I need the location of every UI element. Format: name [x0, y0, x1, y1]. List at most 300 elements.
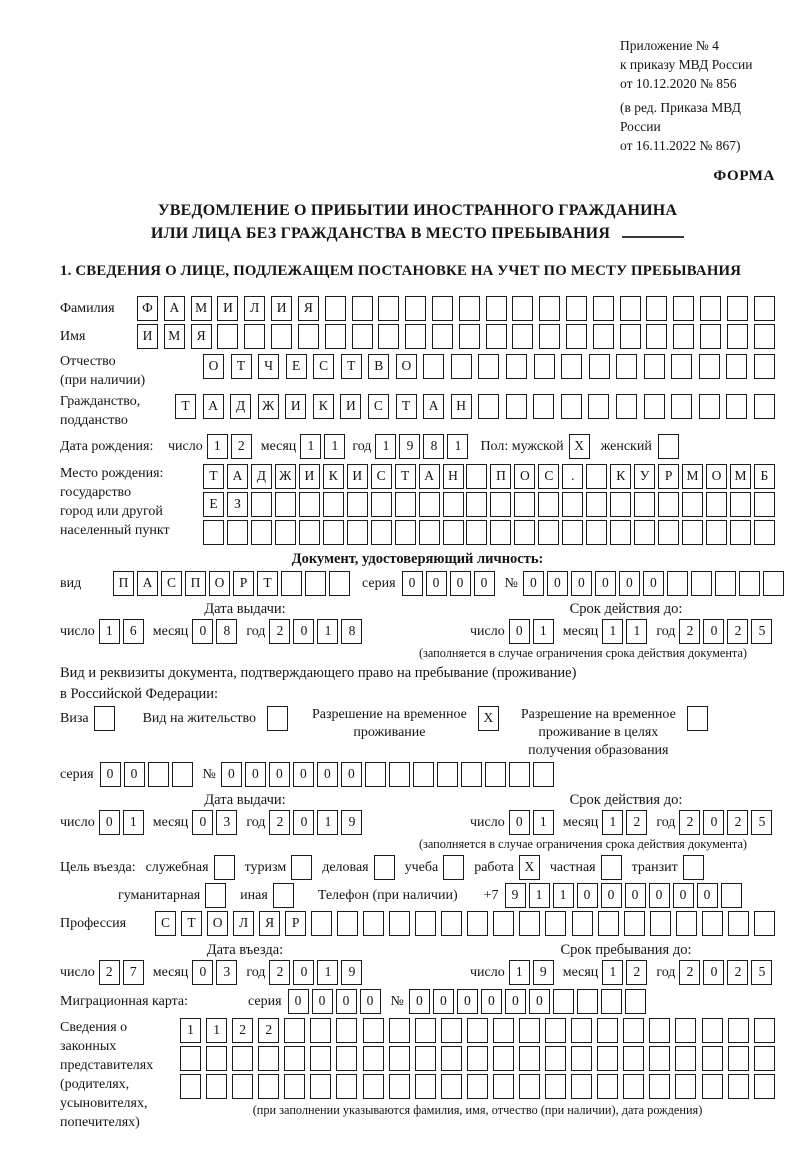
char-box[interactable]: [593, 324, 614, 349]
char-box[interactable]: [658, 520, 679, 545]
char-box[interactable]: [232, 1074, 253, 1099]
char-box[interactable]: Ф: [137, 296, 158, 321]
char-box[interactable]: [588, 394, 609, 419]
char-box[interactable]: [726, 354, 747, 379]
char-box[interactable]: 0: [433, 989, 454, 1014]
char-box[interactable]: 0: [509, 810, 530, 835]
char-box[interactable]: Н: [451, 394, 472, 419]
char-box[interactable]: [336, 1018, 357, 1043]
char-box[interactable]: [572, 911, 593, 936]
char-box[interactable]: [721, 883, 742, 908]
char-box[interactable]: И: [299, 464, 320, 489]
char-box[interactable]: И: [347, 464, 368, 489]
char-box[interactable]: Е: [203, 492, 224, 517]
char-box[interactable]: 1: [99, 619, 120, 644]
char-box[interactable]: [459, 324, 480, 349]
char-box[interactable]: Т: [257, 571, 278, 596]
char-box[interactable]: [284, 1018, 305, 1043]
char-box[interactable]: [545, 911, 566, 936]
char-box[interactable]: [251, 520, 272, 545]
char-box[interactable]: [172, 762, 193, 787]
char-box[interactable]: [347, 520, 368, 545]
sex-female-checkbox[interactable]: [658, 434, 679, 459]
char-box[interactable]: 0: [293, 960, 314, 985]
char-box[interactable]: [754, 324, 775, 349]
char-box[interactable]: [311, 911, 332, 936]
char-box[interactable]: [623, 1018, 644, 1043]
char-box[interactable]: [706, 492, 727, 517]
purpose-other-checkbox[interactable]: [273, 883, 294, 908]
char-box[interactable]: 0: [505, 989, 526, 1014]
char-box[interactable]: [325, 296, 346, 321]
char-box[interactable]: [395, 492, 416, 517]
char-box[interactable]: [671, 354, 692, 379]
char-box[interactable]: [490, 492, 511, 517]
char-box[interactable]: [566, 296, 587, 321]
char-box[interactable]: Ч: [258, 354, 279, 379]
char-box[interactable]: [467, 1046, 488, 1071]
char-box[interactable]: [413, 762, 434, 787]
char-box[interactable]: [754, 492, 775, 517]
char-box[interactable]: [486, 324, 507, 349]
char-box[interactable]: [415, 911, 436, 936]
char-box[interactable]: [493, 1018, 514, 1043]
char-box[interactable]: [673, 296, 694, 321]
rvp-checkbox[interactable]: X: [478, 706, 499, 731]
char-box[interactable]: [461, 762, 482, 787]
sex-male-checkbox[interactable]: X: [569, 434, 590, 459]
char-box[interactable]: [148, 762, 169, 787]
char-box[interactable]: А: [227, 464, 248, 489]
char-box[interactable]: [443, 492, 464, 517]
char-box[interactable]: [310, 1046, 331, 1071]
char-box[interactable]: [675, 1046, 696, 1071]
char-box[interactable]: И: [271, 296, 292, 321]
char-box[interactable]: [754, 911, 775, 936]
char-box[interactable]: [682, 520, 703, 545]
char-box[interactable]: [244, 324, 265, 349]
char-box[interactable]: 0: [625, 883, 646, 908]
char-box[interactable]: 1: [317, 619, 338, 644]
char-box[interactable]: [389, 1018, 410, 1043]
char-box[interactable]: [365, 762, 386, 787]
char-box[interactable]: В: [368, 354, 389, 379]
char-box[interactable]: [415, 1046, 436, 1071]
char-box[interactable]: [676, 911, 697, 936]
char-box[interactable]: Я: [191, 324, 212, 349]
char-box[interactable]: А: [203, 394, 224, 419]
char-box[interactable]: 5: [751, 810, 772, 835]
char-box[interactable]: 0: [312, 989, 333, 1014]
char-box[interactable]: [352, 296, 373, 321]
char-box[interactable]: 1: [626, 619, 647, 644]
char-box[interactable]: [706, 520, 727, 545]
char-box[interactable]: 2: [679, 960, 700, 985]
char-box[interactable]: [305, 571, 326, 596]
char-box[interactable]: [545, 1074, 566, 1099]
char-box[interactable]: Я: [259, 911, 280, 936]
char-box[interactable]: 0: [341, 762, 362, 787]
char-box[interactable]: 0: [192, 619, 213, 644]
char-box[interactable]: [441, 1018, 462, 1043]
char-box[interactable]: [561, 354, 582, 379]
char-box[interactable]: 8: [423, 434, 444, 459]
char-box[interactable]: [730, 520, 751, 545]
char-box[interactable]: [441, 911, 462, 936]
char-box[interactable]: [533, 394, 554, 419]
char-box[interactable]: 0: [643, 571, 664, 596]
char-box[interactable]: 0: [481, 989, 502, 1014]
char-box[interactable]: 0: [457, 989, 478, 1014]
char-box[interactable]: [180, 1074, 201, 1099]
char-box[interactable]: [180, 1046, 201, 1071]
char-box[interactable]: [329, 571, 350, 596]
char-box[interactable]: [634, 492, 655, 517]
char-box[interactable]: [728, 1046, 749, 1071]
char-box[interactable]: 0: [360, 989, 381, 1014]
char-box[interactable]: 2: [679, 810, 700, 835]
char-box[interactable]: [451, 354, 472, 379]
char-box[interactable]: [490, 520, 511, 545]
char-box[interactable]: [337, 911, 358, 936]
char-box[interactable]: А: [423, 394, 444, 419]
char-box[interactable]: [363, 911, 384, 936]
visa-checkbox[interactable]: [94, 706, 115, 731]
char-box[interactable]: [371, 492, 392, 517]
char-box[interactable]: [466, 492, 487, 517]
char-box[interactable]: О: [514, 464, 535, 489]
char-box[interactable]: Т: [175, 394, 196, 419]
char-box[interactable]: 0: [336, 989, 357, 1014]
char-box[interactable]: Н: [443, 464, 464, 489]
char-box[interactable]: [623, 1074, 644, 1099]
char-box[interactable]: 2: [727, 810, 748, 835]
char-box[interactable]: [415, 1074, 436, 1099]
char-box[interactable]: [586, 492, 607, 517]
char-box[interactable]: 1: [123, 810, 144, 835]
char-box[interactable]: Т: [341, 354, 362, 379]
char-box[interactable]: 0: [697, 883, 718, 908]
char-box[interactable]: [597, 1074, 618, 1099]
char-box[interactable]: 0: [192, 810, 213, 835]
char-box[interactable]: [598, 911, 619, 936]
char-box[interactable]: [389, 1046, 410, 1071]
char-box[interactable]: 0: [523, 571, 544, 596]
char-box[interactable]: [534, 354, 555, 379]
char-box[interactable]: [441, 1074, 462, 1099]
char-box[interactable]: 0: [601, 883, 622, 908]
char-box[interactable]: К: [313, 394, 334, 419]
char-box[interactable]: С: [371, 464, 392, 489]
char-box[interactable]: 9: [341, 810, 362, 835]
char-box[interactable]: [363, 1074, 384, 1099]
char-box[interactable]: Л: [233, 911, 254, 936]
char-box[interactable]: И: [217, 296, 238, 321]
char-box[interactable]: [728, 911, 749, 936]
char-box[interactable]: 0: [221, 762, 242, 787]
char-box[interactable]: 0: [529, 989, 550, 1014]
char-box[interactable]: [275, 492, 296, 517]
char-box[interactable]: [616, 354, 637, 379]
char-box[interactable]: 1: [533, 810, 554, 835]
char-box[interactable]: 9: [341, 960, 362, 985]
char-box[interactable]: Ж: [275, 464, 296, 489]
char-box[interactable]: [589, 354, 610, 379]
char-box[interactable]: [493, 1074, 514, 1099]
char-box[interactable]: [363, 1018, 384, 1043]
purpose-business-checkbox[interactable]: [374, 855, 395, 880]
char-box[interactable]: 0: [99, 810, 120, 835]
char-box[interactable]: [538, 520, 559, 545]
char-box[interactable]: [232, 1046, 253, 1071]
char-box[interactable]: [673, 324, 694, 349]
char-box[interactable]: [646, 324, 667, 349]
char-box[interactable]: [323, 520, 344, 545]
char-box[interactable]: С: [161, 571, 182, 596]
char-box[interactable]: [443, 520, 464, 545]
char-box[interactable]: [371, 520, 392, 545]
char-box[interactable]: [730, 492, 751, 517]
char-box[interactable]: 1: [447, 434, 468, 459]
char-box[interactable]: Д: [230, 394, 251, 419]
char-box[interactable]: 1: [324, 434, 345, 459]
char-box[interactable]: С: [155, 911, 176, 936]
char-box[interactable]: 2: [269, 960, 290, 985]
char-box[interactable]: [700, 324, 721, 349]
char-box[interactable]: Я: [298, 296, 319, 321]
char-box[interactable]: [478, 394, 499, 419]
char-box[interactable]: [325, 324, 346, 349]
char-box[interactable]: [310, 1018, 331, 1043]
char-box[interactable]: [347, 492, 368, 517]
char-box[interactable]: [336, 1046, 357, 1071]
char-box[interactable]: 0: [649, 883, 670, 908]
char-box[interactable]: [650, 911, 671, 936]
char-box[interactable]: 0: [703, 810, 724, 835]
char-box[interactable]: 1: [180, 1018, 201, 1043]
char-box[interactable]: [493, 1046, 514, 1071]
char-box[interactable]: 5: [751, 619, 772, 644]
char-box[interactable]: [561, 394, 582, 419]
char-box[interactable]: С: [368, 394, 389, 419]
char-box[interactable]: [378, 324, 399, 349]
char-box[interactable]: [754, 1074, 775, 1099]
char-box[interactable]: [467, 1074, 488, 1099]
char-box[interactable]: [625, 989, 646, 1014]
char-box[interactable]: [323, 492, 344, 517]
char-box[interactable]: [203, 520, 224, 545]
char-box[interactable]: [405, 324, 426, 349]
purpose-work-checkbox[interactable]: X: [519, 855, 540, 880]
char-box[interactable]: 0: [547, 571, 568, 596]
purpose-tourism-checkbox[interactable]: [291, 855, 312, 880]
char-box[interactable]: [646, 296, 667, 321]
char-box[interactable]: 1: [602, 960, 623, 985]
char-box[interactable]: [405, 296, 426, 321]
char-box[interactable]: [754, 354, 775, 379]
char-box[interactable]: [514, 492, 535, 517]
char-box[interactable]: 2: [232, 1018, 253, 1043]
char-box[interactable]: П: [185, 571, 206, 596]
char-box[interactable]: [601, 989, 622, 1014]
char-box[interactable]: 2: [727, 619, 748, 644]
char-box[interactable]: [644, 354, 665, 379]
char-box[interactable]: Р: [233, 571, 254, 596]
char-box[interactable]: 9: [399, 434, 420, 459]
char-box[interactable]: [467, 1018, 488, 1043]
char-box[interactable]: [378, 296, 399, 321]
char-box[interactable]: М: [191, 296, 212, 321]
char-box[interactable]: [389, 911, 410, 936]
purpose-official-checkbox[interactable]: [214, 855, 235, 880]
char-box[interactable]: [699, 354, 720, 379]
char-box[interactable]: Т: [231, 354, 252, 379]
char-box[interactable]: [562, 520, 583, 545]
char-box[interactable]: [610, 520, 631, 545]
char-box[interactable]: [415, 1018, 436, 1043]
char-box[interactable]: М: [682, 464, 703, 489]
char-box[interactable]: [299, 492, 320, 517]
char-box[interactable]: [389, 762, 410, 787]
char-box[interactable]: 2: [679, 619, 700, 644]
char-box[interactable]: 1: [317, 810, 338, 835]
char-box[interactable]: 0: [192, 960, 213, 985]
char-box[interactable]: Б: [754, 464, 775, 489]
char-box[interactable]: [593, 296, 614, 321]
char-box[interactable]: [509, 762, 530, 787]
char-box[interactable]: [310, 1074, 331, 1099]
char-box[interactable]: [519, 1074, 540, 1099]
char-box[interactable]: [514, 520, 535, 545]
char-box[interactable]: [754, 1018, 775, 1043]
char-box[interactable]: [478, 354, 499, 379]
char-box[interactable]: [754, 520, 775, 545]
char-box[interactable]: 0: [571, 571, 592, 596]
char-box[interactable]: [699, 394, 720, 419]
char-box[interactable]: О: [209, 571, 230, 596]
char-box[interactable]: [675, 1074, 696, 1099]
char-box[interactable]: [506, 354, 527, 379]
char-box[interactable]: [419, 520, 440, 545]
char-box[interactable]: 0: [474, 571, 495, 596]
char-box[interactable]: Т: [203, 464, 224, 489]
char-box[interactable]: [519, 1046, 540, 1071]
char-box[interactable]: [298, 324, 319, 349]
char-box[interactable]: [281, 571, 302, 596]
char-box[interactable]: [649, 1018, 670, 1043]
char-box[interactable]: [389, 1074, 410, 1099]
char-box[interactable]: [728, 1018, 749, 1043]
char-box[interactable]: [754, 394, 775, 419]
char-box[interactable]: [610, 492, 631, 517]
purpose-transit-checkbox[interactable]: [683, 855, 704, 880]
char-box[interactable]: К: [323, 464, 344, 489]
char-box[interactable]: [519, 1018, 540, 1043]
char-box[interactable]: 1: [207, 434, 228, 459]
char-box[interactable]: 3: [216, 960, 237, 985]
char-box[interactable]: О: [207, 911, 228, 936]
char-box[interactable]: [691, 571, 712, 596]
char-box[interactable]: [727, 324, 748, 349]
char-box[interactable]: 0: [293, 810, 314, 835]
char-box[interactable]: И: [285, 394, 306, 419]
char-box[interactable]: М: [164, 324, 185, 349]
char-box[interactable]: [284, 1074, 305, 1099]
char-box[interactable]: [754, 296, 775, 321]
purpose-study-checkbox[interactable]: [443, 855, 464, 880]
char-box[interactable]: [649, 1074, 670, 1099]
char-box[interactable]: [506, 394, 527, 419]
char-box[interactable]: 0: [619, 571, 640, 596]
char-box[interactable]: [702, 1046, 723, 1071]
char-box[interactable]: [352, 324, 373, 349]
char-box[interactable]: П: [490, 464, 511, 489]
char-box[interactable]: [217, 324, 238, 349]
char-box[interactable]: 9: [505, 883, 526, 908]
char-box[interactable]: 0: [577, 883, 598, 908]
rvp-education-checkbox[interactable]: [687, 706, 708, 731]
char-box[interactable]: Е: [286, 354, 307, 379]
char-box[interactable]: 0: [288, 989, 309, 1014]
char-box[interactable]: 2: [626, 960, 647, 985]
char-box[interactable]: [467, 911, 488, 936]
char-box[interactable]: 1: [375, 434, 396, 459]
char-box[interactable]: Р: [285, 911, 306, 936]
char-box[interactable]: Л: [244, 296, 265, 321]
char-box[interactable]: [586, 464, 607, 489]
char-box[interactable]: А: [419, 464, 440, 489]
char-box[interactable]: 2: [727, 960, 748, 985]
char-box[interactable]: 1: [300, 434, 321, 459]
char-box[interactable]: [437, 762, 458, 787]
char-box[interactable]: [571, 1018, 592, 1043]
char-box[interactable]: 8: [341, 619, 362, 644]
char-box[interactable]: 1: [529, 883, 550, 908]
char-box[interactable]: [667, 571, 688, 596]
char-box[interactable]: [363, 1046, 384, 1071]
char-box[interactable]: 2: [269, 619, 290, 644]
char-box[interactable]: 7: [123, 960, 144, 985]
char-box[interactable]: [284, 1046, 305, 1071]
char-box[interactable]: [336, 1074, 357, 1099]
char-box[interactable]: 1: [602, 810, 623, 835]
char-box[interactable]: 0: [245, 762, 266, 787]
purpose-humanitarian-checkbox[interactable]: [205, 883, 226, 908]
char-box[interactable]: [227, 520, 248, 545]
char-box[interactable]: [702, 911, 723, 936]
char-box[interactable]: [258, 1074, 279, 1099]
char-box[interactable]: А: [164, 296, 185, 321]
char-box[interactable]: 3: [216, 810, 237, 835]
char-box[interactable]: 1: [553, 883, 574, 908]
char-box[interactable]: 0: [124, 762, 145, 787]
char-box[interactable]: [459, 296, 480, 321]
char-box[interactable]: 0: [450, 571, 471, 596]
char-box[interactable]: 2: [99, 960, 120, 985]
char-box[interactable]: [702, 1074, 723, 1099]
char-box[interactable]: [538, 492, 559, 517]
char-box[interactable]: М: [730, 464, 751, 489]
purpose-private-checkbox[interactable]: [601, 855, 622, 880]
char-box[interactable]: 9: [533, 960, 554, 985]
char-box[interactable]: [726, 394, 747, 419]
char-box[interactable]: 0: [317, 762, 338, 787]
char-box[interactable]: 1: [533, 619, 554, 644]
char-box[interactable]: [671, 394, 692, 419]
char-box[interactable]: Р: [658, 464, 679, 489]
char-box[interactable]: [700, 296, 721, 321]
char-box[interactable]: [466, 520, 487, 545]
